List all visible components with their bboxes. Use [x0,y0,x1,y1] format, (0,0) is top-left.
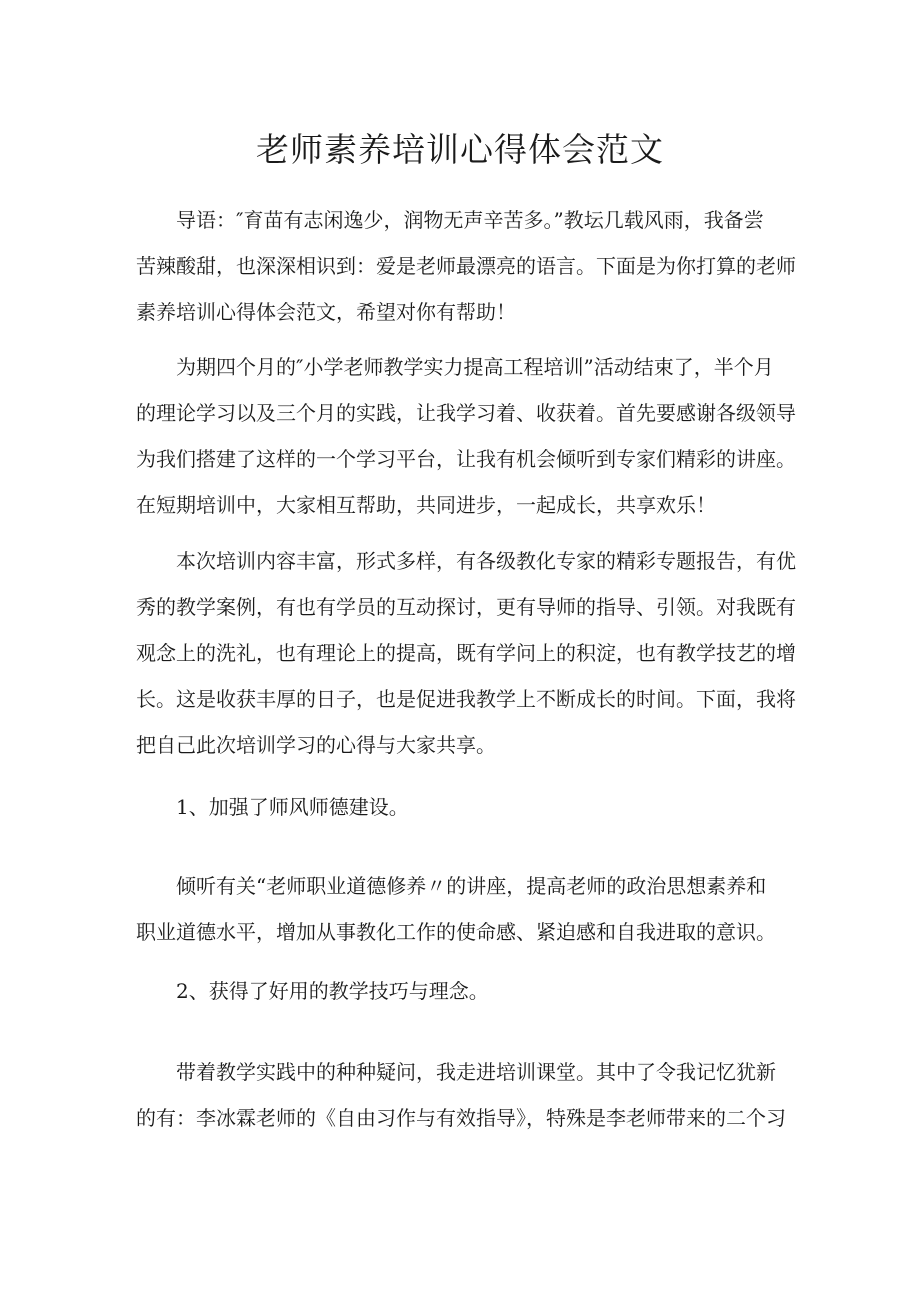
document-title: 老师素养培训心得体会范文 [256,130,664,169]
text-line: 导语：″育苗有志闲逸少，润物无声辛苦多。”教坛几载风雨，我备尝 [176,208,764,232]
section-heading-1 [136,784,796,830]
text-line: 本次培训内容丰富，形式多样，有各级教化专家的精彩专题报告，有优 [176,549,796,573]
text-line: 倾听有关“老师职业道德修养〃的讲座，提高老师的政治思想素养和 [176,874,767,898]
text-line: 把自己此次培训学习的心得与大家共享。 [136,733,496,757]
text-line: 在短期培训中，大家相互帮助，共同进步，一起成长，共享欢乐！ [136,493,716,517]
intro-paragraph [136,197,796,335]
text-line: 1、加强了师风师德建设。 [176,795,409,819]
body-paragraph [136,863,796,955]
body-paragraph [136,1049,796,1141]
text-line: 素养培训心得体会范文，希望对你有帮助！ [136,300,516,324]
body-paragraph [136,344,796,528]
text-line: 职业道德水平，增加从事教化工作的使命感、紧迫感和自我进取的意识。 [136,920,776,944]
text-line: 2、获得了好用的教学技巧与理念。 [176,979,489,1003]
body-paragraph [136,538,796,768]
text-line: 带着教学实践中的种种疑问，我走进培训课堂。其中了令我记忆犹新 [176,1060,776,1084]
text-line: 长。这是收获丰厚的日子，也是促进我教学上不断成长的时间。下面，我将 [136,687,796,711]
text-line: 为我们搭建了这样的一个学习平台，让我有机会倾听到专家们精彩的讲座。 [136,447,796,471]
text-line: 观念上的洗礼，也有理论上的提高，既有学问上的积淀，也有教学技艺的增 [136,641,796,665]
text-line: 秀的教学案例，有也有学员的互动探讨，更有导师的指导、引领。对我既有 [136,595,796,619]
text-line: 的有：李冰霖老师的《自由习作与有效指导》，特殊是李老师带来的二个习 [136,1106,786,1130]
text-line: 为期四个月的″小学老师教学实力提高工程培训”活动结束了，半个月 [176,355,774,379]
text-line: 苦辣酸甜，也深深相识到：爱是老师最漂亮的语言。下面是为你打算的老师 [136,254,796,278]
text-line: 的理论学习以及三个月的实践，让我学习着、收获着。首先要感谢各级领导 [136,401,796,425]
section-heading-2 [136,968,796,1014]
